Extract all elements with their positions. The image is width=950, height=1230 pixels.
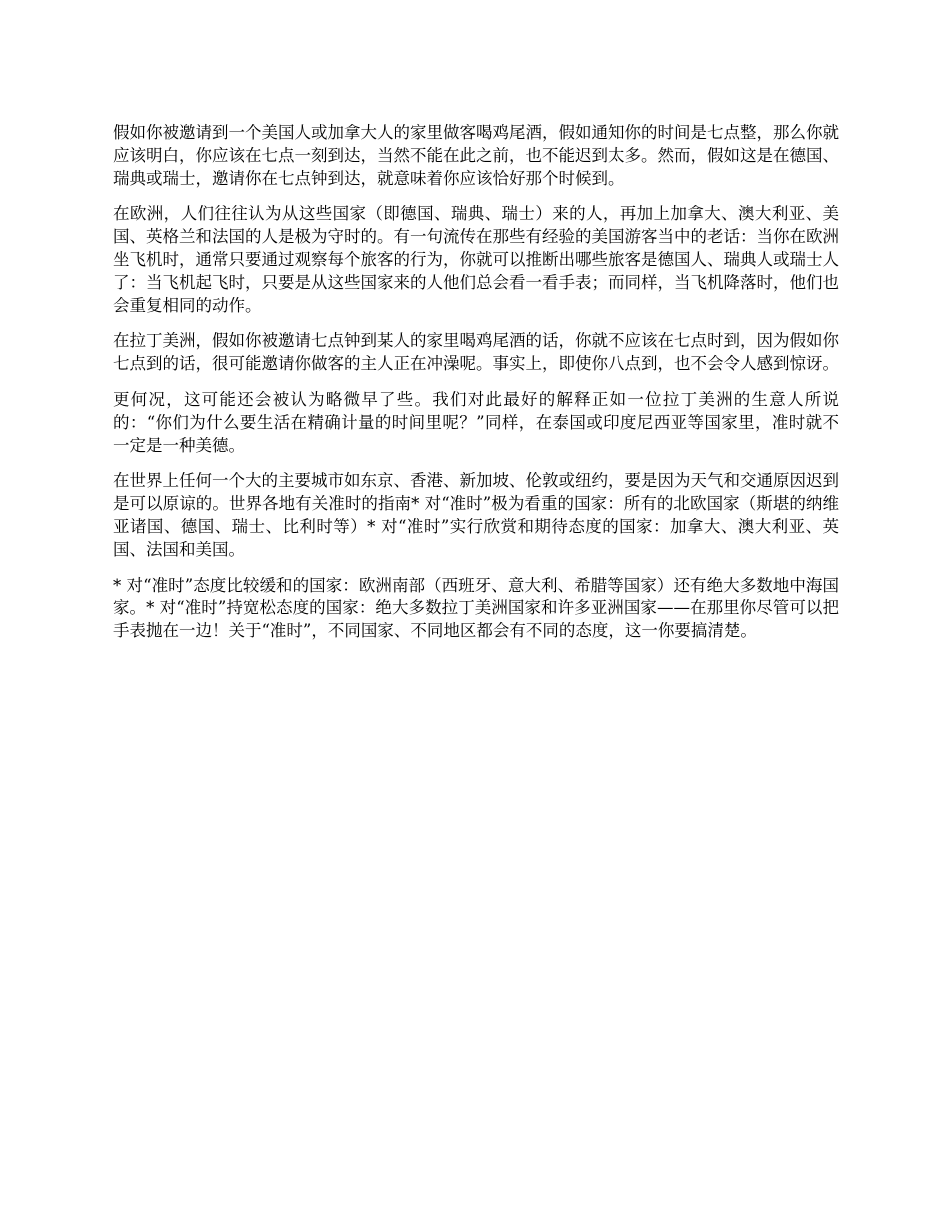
paragraph-2: 在欧洲，人们往往认为从这些国家（即德国、瑞典、瑞士）来的人，再加上加拿大、澳大利亚、美国、英格兰和法国的人是极为守时的。有一句流传在那些有经验的美国游客当中的老话：当你在欧洲坐飞机时，通常只要通过观察每个旅客的行为，你就可以推断出哪些旅客是德国人、瑞典人或瑞士人了：当飞机起飞时，只要是从这些国家来的人他们总会看一看手表；而同样，当飞机降落时，他们也会重复相同的动作。 <box>113 204 839 315</box>
paragraph-4: 更何况，这可能还会被认为略微早了些。我们对此最好的解释正如一位拉丁美洲的生意人所说的：“你们为什么要生活在精确计量的时间里呢？”同样，在泰国或印度尼西亚等国家里，准时就不一定是一种美德。 <box>113 389 839 455</box>
document-body <box>113 122 839 656</box>
paragraph-5: 在世界上任何一个大的主要城市如东京、香港、新加坡、伦敦或纽约，要是因为天气和交通原因迟到是可以原谅的。世界各地有关准时的指南* 对“准时”极为看重的国家：所有的北欧国家（斯堪的纳维亚诸国、德国、瑞士、比利时等）* 对“准时”实行欣赏和期待态度的国家：加拿大、澳大利亚、英国、法国和美国。 <box>113 471 839 559</box>
paragraph-6: * 对“准时”态度比较缓和的国家：欧洲南部（西班牙、意大利、希腊等国家）还有绝大多数地中海国家。* 对“准时”持宽松态度的国家：绝大多数拉丁美洲国家和许多亚洲国家——在那里你尽管可以把手表抛在一边！关于“准时”，不同国家、不同地区都会有不同的态度，这一你要搞清楚。 <box>113 575 839 641</box>
paragraph-3: 在拉丁美洲，假如你被邀请七点钟到某人的家里喝鸡尾酒的话，你就不应该在七点时到，因为假如你七点到的话，很可能邀请你做客的主人正在冲澡呢。事实上，即使你八点到，也不会令人感到惊讶。 <box>113 331 839 374</box>
paragraph-1: 假如你被邀请到一个美国人或加拿大人的家里做客喝鸡尾酒，假如通知你的时间是七点整，那么你就应该明白，你应该在七点一刻到达，当然不能在此之前，也不能迟到太多。然而，假如这是在德国、瑞典或瑞士，邀请你在七点钟到达，就意味着你应该恰好那个时候到。 <box>113 123 839 188</box>
